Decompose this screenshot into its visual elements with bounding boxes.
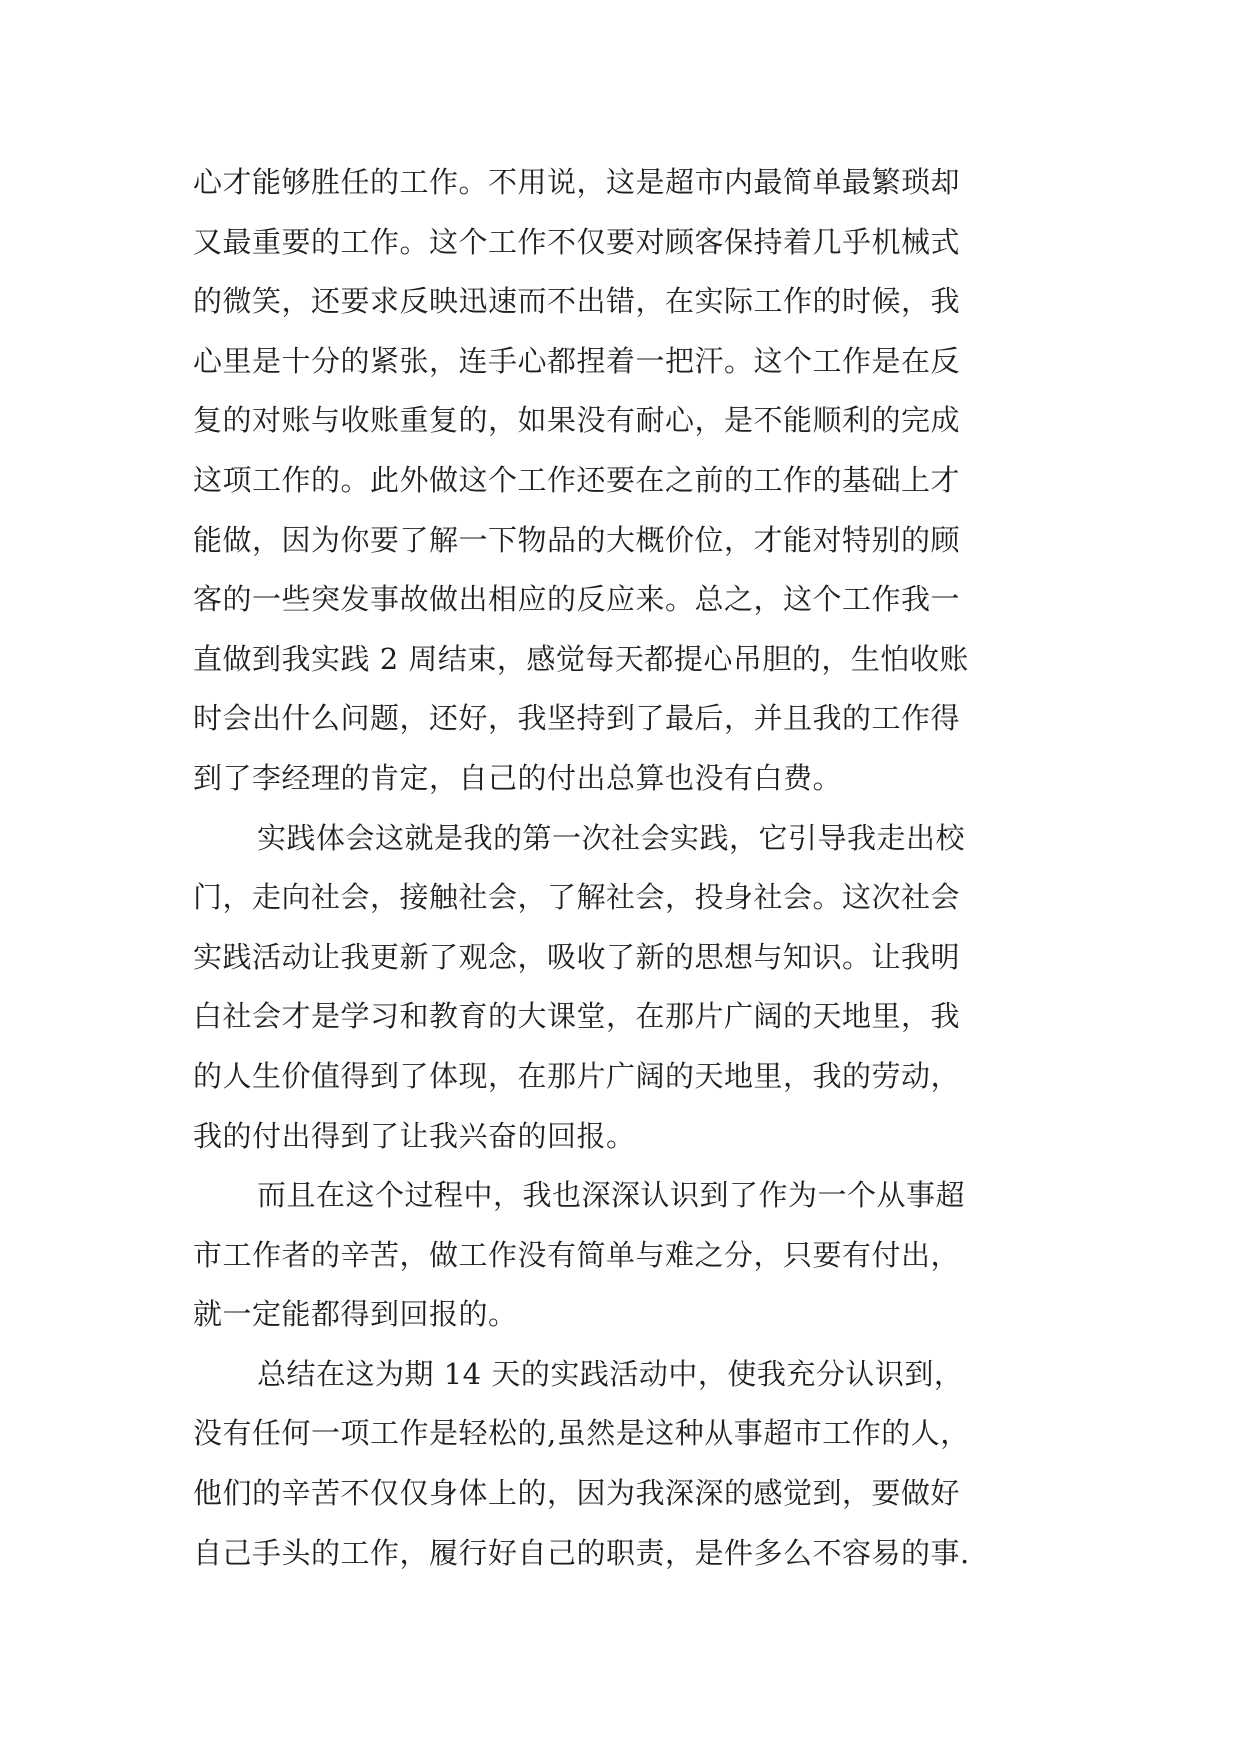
text-line: 直做到我实践 2 周结束，感觉每天都提心吊胆的，生怕收账 [193,641,969,676]
text-line: 我的付出得到了让我兴奋的回报。 [193,1118,636,1153]
text-line: 门，走向社会，接触社会，了解社会，投身社会。这次社会 [193,880,961,915]
text-line: 没有任何一项工作是轻松的,虽然是这种从事超市工作的人， [193,1416,970,1451]
text-line: 实践体会这就是我的第一次社会实践，它引导我走出校 [257,820,966,855]
paragraph-1 [193,153,1053,809]
text-line: 心里是十分的紧张，连手心都捏着一把汗。这个工作是在反 [193,343,961,378]
text-line: 这项工作的。此外做这个工作还要在之前的工作的基础上才 [193,462,961,497]
document-body [193,153,1053,1583]
text-line: 到了李经理的肯定，自己的付出总算也没有白费。 [193,760,843,795]
paragraph-4 [193,1345,1053,1583]
text-line: 市工作者的辛苦，做工作没有简单与难之分，只要有付出， [193,1237,961,1272]
text-line: 又最重要的工作。这个工作不仅要对顾客保持着几乎机械式 [193,224,961,259]
paragraph-3 [193,1166,1053,1345]
text-line: 时会出什么问题，还好，我坚持到了最后，并且我的工作得 [193,701,961,736]
text-line: 客的一些突发事故做出相应的反应来。总之，这个工作我一 [193,582,961,617]
text-line: 就一定能都得到回报的。 [193,1297,518,1332]
text-line: 实践活动让我更新了观念，吸收了新的思想与知识。让我明 [193,939,961,974]
text-line: 而且在这个过程中，我也深深认识到了作为一个从事超 [257,1178,966,1213]
text-line: 的人生价值得到了体现，在那片广阔的天地里，我的劳动， [193,1058,961,1093]
text-line: 自己手头的工作，履行好自己的职责，是件多么不容易的事. [193,1535,970,1570]
text-line: 白社会才是学习和教育的大课堂，在那片广阔的天地里，我 [193,999,961,1034]
text-line: 的微笑，还要求反映迅速而不出错，在实际工作的时候，我 [193,284,961,319]
paragraph-2 [193,809,1053,1167]
text-line: 心才能够胜任的工作。不用说，这是超市内最简单最繁琐却 [193,165,961,199]
text-line: 他们的辛苦不仅仅身体上的，因为我深深的感觉到，要做好 [193,1476,961,1511]
text-line: 总结在这为期 14 天的实践活动中，使我充分认识到， [257,1356,964,1391]
text-line: 复的对账与收账重复的，如果没有耐心，是不能顺利的完成 [193,403,961,438]
text-line: 能做，因为你要了解一下物品的大概价位，才能对特别的顾 [193,522,961,557]
